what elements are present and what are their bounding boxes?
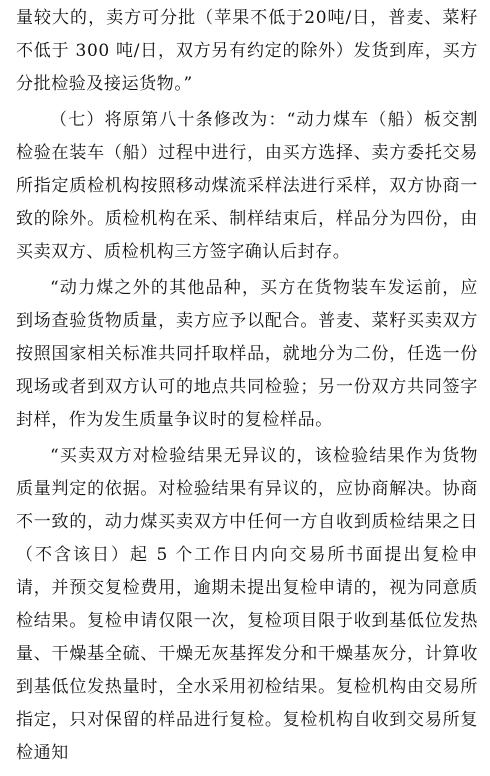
paragraph-continued: 量较大的，卖方可分批（苹果不低于20吨/日，普麦、菜籽不低于 300 吨/日，双方另有约定的除外）发货到库，买方分批检验及接运货物。” <box>16 8 478 94</box>
paragraph-article-80-amendment: （七）将原第八十条修改为：“动力煤车（船）板交割检验在装车（船）过程中进行，由买方选择、卖方委托交易所指定质检机构按照移动煤流采样法进行采样，双方协商一致的除外。质检机构在采、制样结束后，样品分为四份，由买卖双方、质检机构三方签字确认后封存。 <box>16 110 478 262</box>
paragraph-other-varieties: “动力煤之外的其他品种，买方在货物装车发运前，应到场查验货物质量，卖方应予以配合。普麦、菜籽买卖双方按照国家相关标准共同扦取样品，就地分为二份，任选一份现场或者到双方认可的地点共同检验；另一份双方共同签字封样，作为发生质量争议时的复检样品。 <box>16 278 478 430</box>
paragraph-inspection-results: “买卖双方对检验结果无异议的，该检验结果作为货物质量判定的依据。对检验结果有异议的，应协商解决。协商不一致的，动力煤买卖双方中任何一方自收到质检结果之日（不含该日）起 5 个工作日内向交易所书面提出复检申请，并预交复检费用，逾期未提出复检申请的，视为同意质检结果。复检申请仅限一次，复检项目限于收到基低位发热量、干燥基全硫、干燥无灰基挥发分和干燥基灰分，计算收到基低位发热量时，全水采用初检结果。复检机构由交易所指定，只对保留的样品进行复检。复检机构自收到交易所复检通知 <box>16 446 478 763</box>
